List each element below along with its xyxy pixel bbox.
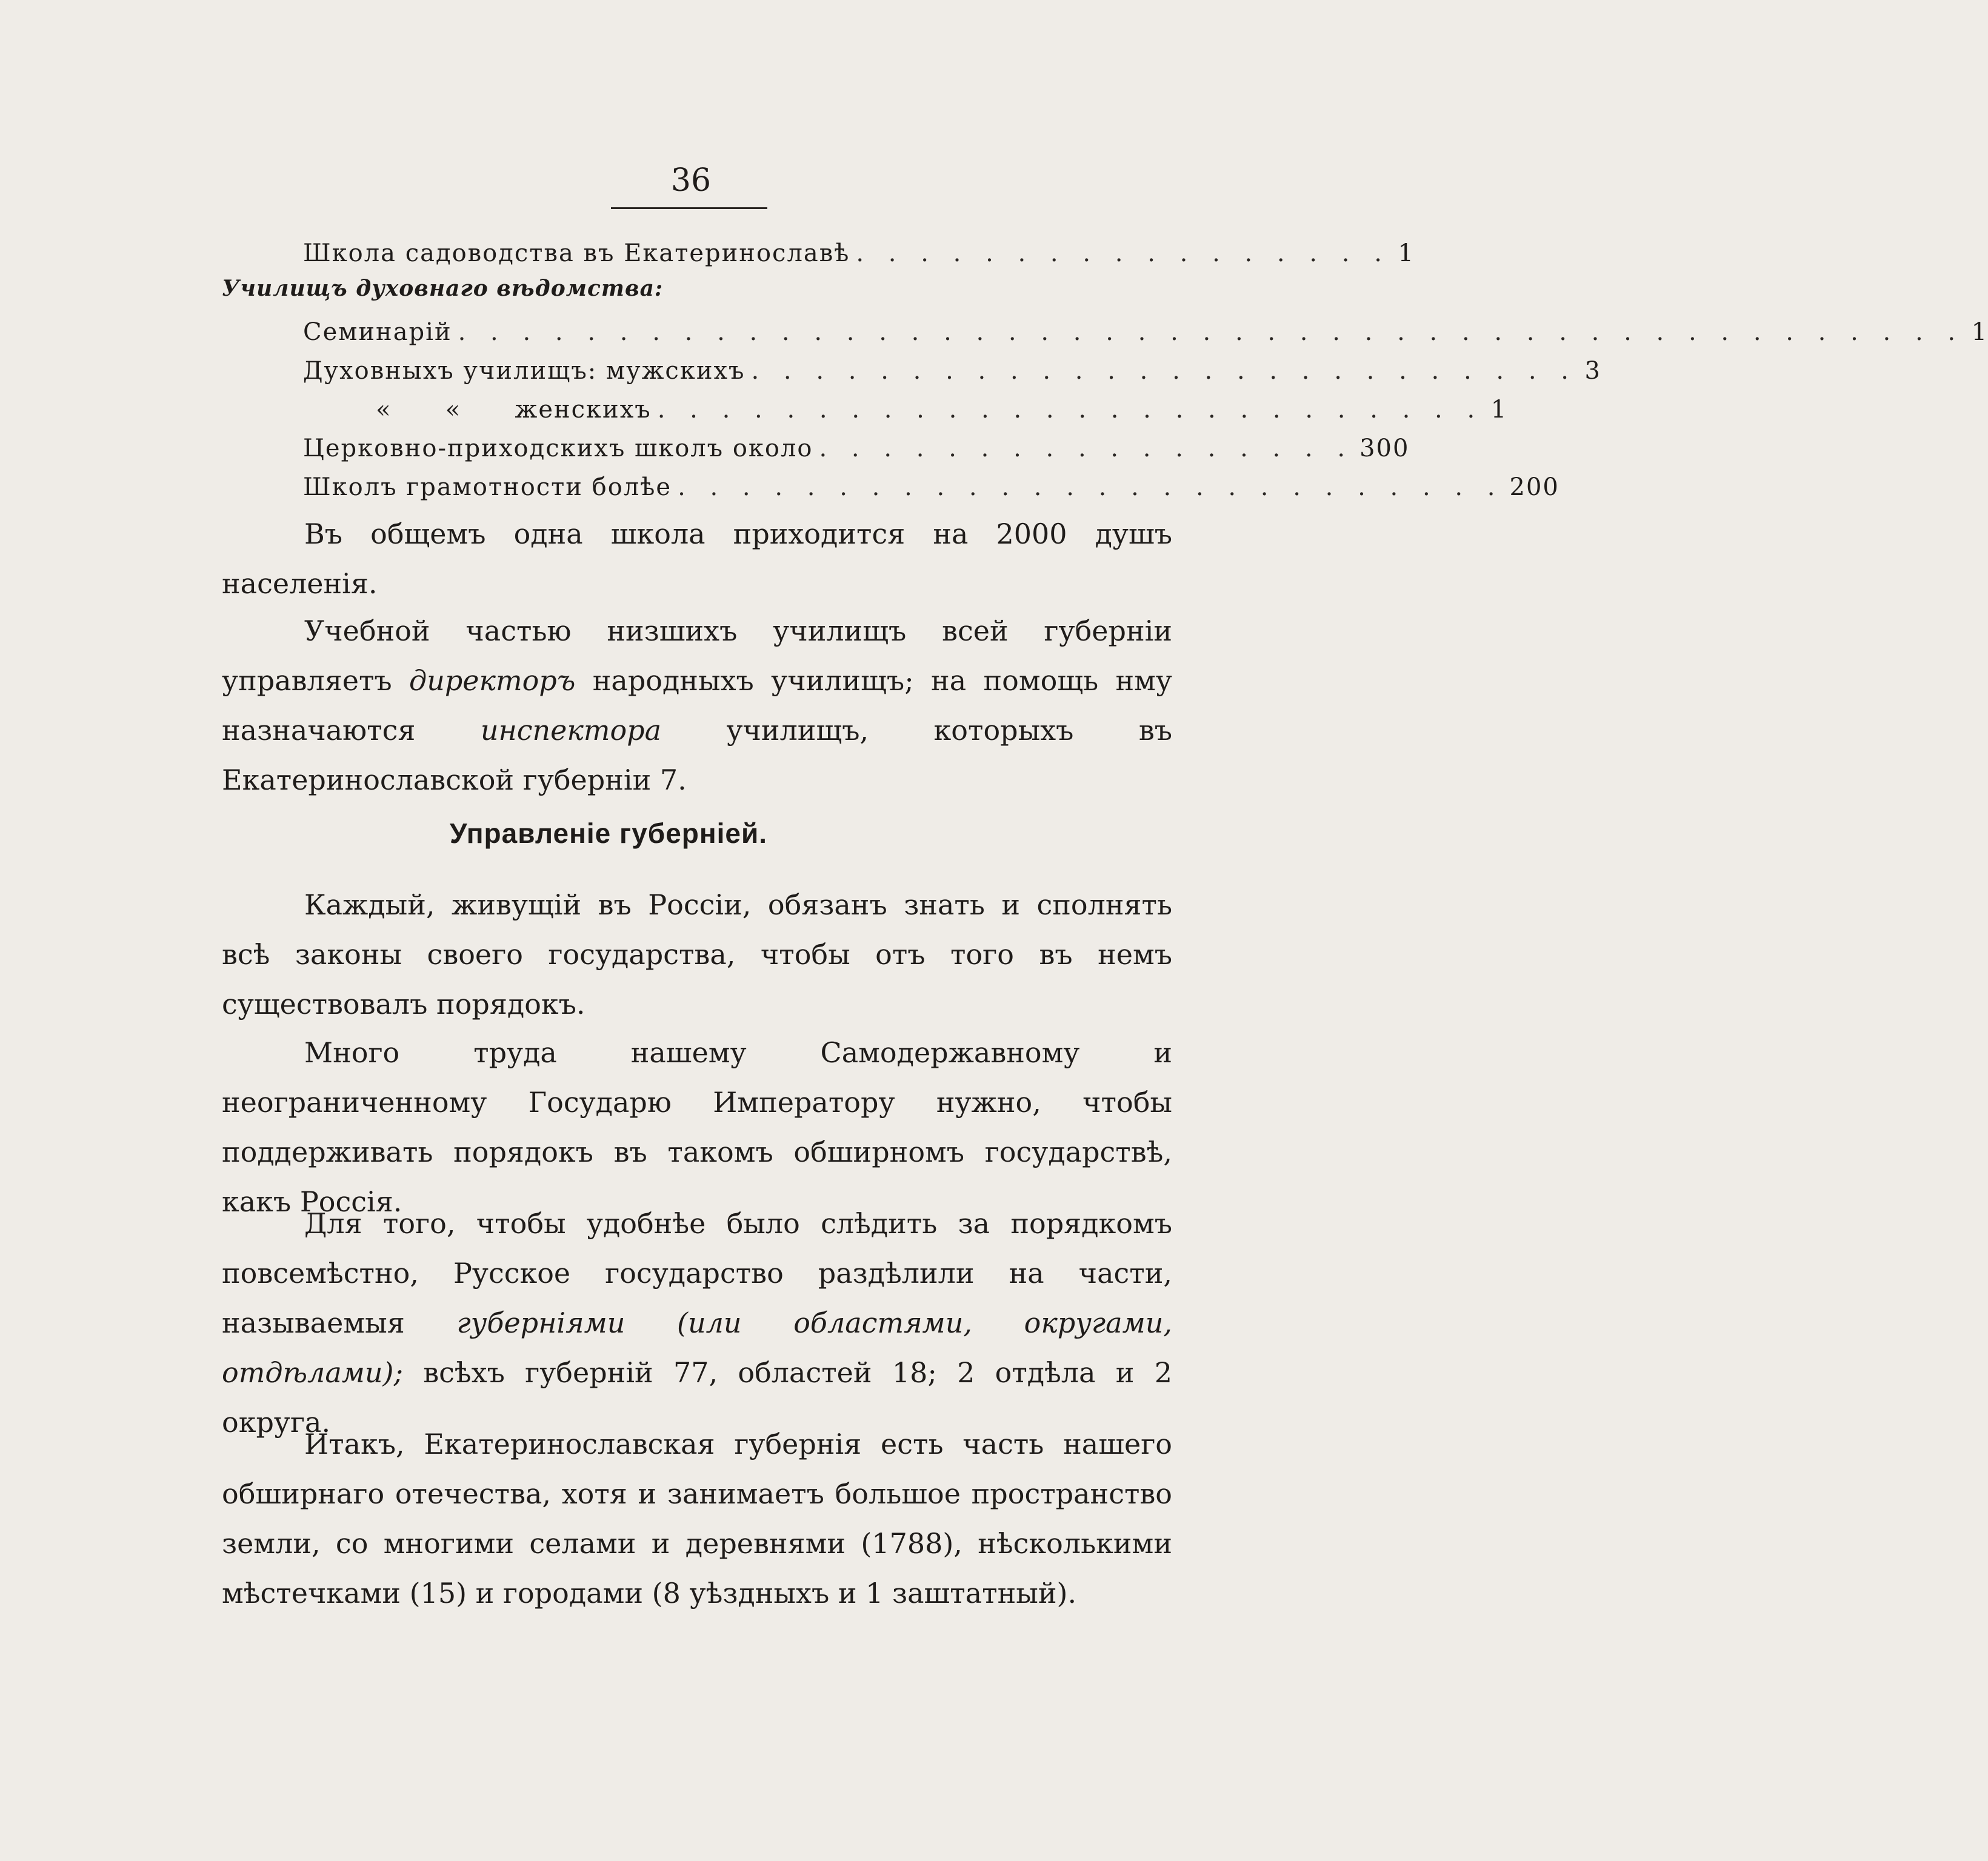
list-item-count: 300: [1359, 434, 1410, 462]
list-item: [303, 353, 1601, 389]
paragraph-text: народныхъ училищъ; на помощь нму назначаются: [222, 664, 1173, 747]
paragraph: Каждый, живущій въ Россіи, обязанъ знать и сполнять всѣ законы своего государства, чтобы отъ того въ немъ существовалъ порядокъ.: [222, 888, 1172, 1020]
list-item-count: 200: [1509, 473, 1559, 501]
paragraph: Въ общемъ одна школа приходится на 2000 душъ населенія.: [222, 518, 1172, 600]
paragraph: [222, 1199, 1172, 1447]
dot-leader: . . . . . . . . . . . . . . . . . . . . . . . . . .: [678, 473, 1504, 501]
dot-leader: . . . . . . . . . . . . . . . . .: [819, 434, 1354, 462]
dot-leader: . . . . . . . . . . . . . . . . . . . . . . . . . .: [657, 396, 1484, 424]
section-heading: Училищъ духовнаго вѣдомства:: [222, 276, 664, 301]
dot-leader: . . . . . . . . . . . . . . . . .: [856, 239, 1390, 267]
page-number-rule: [611, 207, 767, 209]
list-item-label: Церковно-приходскихъ школъ около: [303, 434, 813, 462]
dot-leader: . . . . . . . . . . . . . . . . . . . . . . . . . .: [751, 357, 1577, 385]
emphasis: директоръ: [409, 664, 576, 697]
paragraph: Много труда нашему Самодержавному и неограниченному Государю Императору нужно, чтобы поддерживать порядокъ въ такомъ обширномъ государствѣ, какъ Россія.: [222, 1036, 1172, 1218]
list-item: [303, 235, 1415, 271]
list-item-count: 3: [1584, 357, 1601, 385]
list-item-count: 1: [1398, 239, 1415, 267]
list-item-count: 1: [1971, 318, 1988, 346]
list-item-label: Духовныхъ училищъ: мужскихъ: [303, 357, 746, 385]
dot-leader: . . . . . . . . . . . . . . . . . . . . . . . . . . . . . . . . . . . . . . . . . . . . . . .: [458, 318, 1964, 346]
list-item: [376, 391, 1508, 428]
paragraph-text: всѣхъ губерній 77, областей 18; 2 отдѣла и 2 округа.: [222, 1356, 1172, 1439]
emphasis: инспектора: [480, 714, 662, 747]
list-item-label: Школъ грамотности болѣе: [303, 473, 672, 501]
page-number: 36: [670, 162, 712, 199]
chapter-title: Управленіе губерніей.: [449, 817, 768, 849]
paragraph: [222, 606, 1172, 805]
paragraph-text: Для того, чтобы удобнѣе было слѣдить за порядкомъ повсемѣстно, Русское государство раздѣлили на части, называемыя: [222, 1207, 1172, 1339]
list-item-count: 1: [1490, 396, 1508, 424]
paragraph-text: училищъ, которыхъ въ Екатеринославской губерніи 7.: [222, 714, 1172, 796]
list-item-label: Школа садоводства въ Екатеринославѣ: [303, 239, 850, 267]
list-item: [303, 469, 1559, 505]
list-item: [303, 314, 1988, 350]
list-item-label: Семинарій: [303, 318, 452, 346]
emphasis: губерніями (или областями, округами, отдѣлами);: [222, 1307, 1172, 1389]
list-item-label: « « женскихъ: [376, 396, 652, 424]
paragraph-text: Учебной частью низшихъ училищъ всей губерніи управляетъ: [222, 614, 1172, 697]
list-item: [303, 430, 1410, 467]
paragraph: Итакъ, Екатеринославская губернія есть часть нашего обширнаго отечества, хотя и занимаетъ большое пространство земли, со многими селами и деревнями (1788), нѣсколькими мѣстечками (15) и городами (8 уѣздныхъ и 1 заштатный).: [222, 1428, 1172, 1610]
